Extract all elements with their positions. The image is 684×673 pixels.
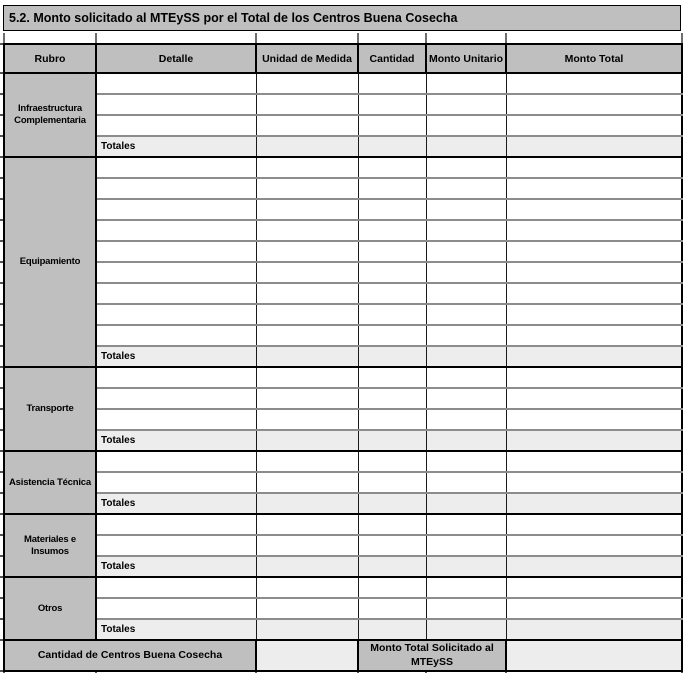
total-amount-cell[interactable] bbox=[506, 220, 682, 241]
total-requested-cell[interactable] bbox=[506, 640, 682, 671]
totals-row bbox=[4, 493, 682, 514]
unit-amount-cell[interactable] bbox=[426, 388, 506, 409]
detail-cell[interactable] bbox=[96, 283, 256, 304]
quantity-cell[interactable] bbox=[358, 472, 426, 493]
totals-row bbox=[4, 556, 682, 577]
unit-of-measure-cell[interactable] bbox=[256, 367, 358, 388]
quantity-cell[interactable] bbox=[358, 451, 426, 472]
quantity-cell[interactable] bbox=[358, 304, 426, 325]
unit-amount-cell[interactable] bbox=[426, 115, 506, 136]
unit-amount-total-cell[interactable] bbox=[426, 556, 506, 577]
detail-cell[interactable] bbox=[96, 241, 256, 262]
total-amount-cell[interactable] bbox=[506, 325, 682, 346]
unit-amount-cell[interactable] bbox=[426, 409, 506, 430]
detail-cell[interactable] bbox=[96, 451, 256, 472]
unit-of-measure-cell[interactable] bbox=[256, 157, 358, 178]
detail-row bbox=[4, 178, 682, 199]
quantity-total-cell[interactable] bbox=[358, 136, 426, 157]
detail-row bbox=[4, 577, 682, 598]
totals-row bbox=[4, 136, 682, 157]
total-amount-cell[interactable] bbox=[506, 283, 682, 304]
unit-of-measure-cell[interactable] bbox=[256, 283, 358, 304]
totals-label: Totales bbox=[96, 346, 256, 367]
quantity-cell[interactable] bbox=[358, 73, 426, 94]
unit-of-measure-cell[interactable] bbox=[256, 73, 358, 94]
column-header-monto-unitario: Monto Unitario bbox=[426, 44, 506, 73]
total-amount-cell[interactable] bbox=[506, 409, 682, 430]
unit-amount-cell[interactable] bbox=[426, 157, 506, 178]
total-amount-cell[interactable] bbox=[506, 199, 682, 220]
left-row-ticks bbox=[0, 43, 3, 672]
detail-row bbox=[4, 325, 682, 346]
detail-row bbox=[4, 367, 682, 388]
unit-amount-cell[interactable] bbox=[426, 451, 506, 472]
detail-cell[interactable] bbox=[96, 94, 256, 115]
unit-of-measure-total-cell[interactable] bbox=[256, 556, 358, 577]
budget-table-header bbox=[4, 44, 682, 73]
detail-row bbox=[4, 262, 682, 283]
quantity-cell[interactable] bbox=[358, 262, 426, 283]
detail-cell[interactable] bbox=[96, 304, 256, 325]
total-amount-cell[interactable] bbox=[506, 157, 682, 178]
total-amount-total-cell[interactable] bbox=[506, 430, 682, 451]
unit-amount-cell[interactable] bbox=[426, 304, 506, 325]
total-amount-cell[interactable] bbox=[506, 241, 682, 262]
quantity-cell[interactable] bbox=[358, 598, 426, 619]
total-amount-cell[interactable] bbox=[506, 367, 682, 388]
total-amount-cell[interactable] bbox=[506, 472, 682, 493]
detail-cell[interactable] bbox=[96, 178, 256, 199]
quantity-cell[interactable] bbox=[358, 199, 426, 220]
total-amount-cell[interactable] bbox=[506, 94, 682, 115]
detail-row bbox=[4, 115, 682, 136]
budget-table bbox=[3, 43, 683, 672]
quantity-cell[interactable] bbox=[358, 157, 426, 178]
total-amount-total-cell[interactable] bbox=[506, 619, 682, 640]
total-amount-cell[interactable] bbox=[506, 73, 682, 94]
total-amount-cell[interactable] bbox=[506, 577, 682, 598]
unit-amount-total-cell[interactable] bbox=[426, 136, 506, 157]
unit-amount-cell[interactable] bbox=[426, 178, 506, 199]
detail-row bbox=[4, 598, 682, 619]
unit-of-measure-total-cell[interactable] bbox=[256, 493, 358, 514]
column-header-detalle: Detalle bbox=[96, 44, 256, 73]
total-amount-cell[interactable] bbox=[506, 598, 682, 619]
detail-row bbox=[4, 220, 682, 241]
unit-of-measure-cell[interactable] bbox=[256, 514, 358, 535]
total-amount-total-cell[interactable] bbox=[506, 493, 682, 514]
detail-cell[interactable] bbox=[96, 535, 256, 556]
centers-count-label: Cantidad de Centros Buena Cosecha bbox=[4, 640, 256, 671]
quantity-cell[interactable] bbox=[358, 388, 426, 409]
unit-amount-cell[interactable] bbox=[426, 472, 506, 493]
unit-amount-cell[interactable] bbox=[426, 367, 506, 388]
unit-amount-total-cell[interactable] bbox=[426, 430, 506, 451]
unit-amount-cell[interactable] bbox=[426, 283, 506, 304]
totals-label: Totales bbox=[96, 430, 256, 451]
detail-cell[interactable] bbox=[96, 514, 256, 535]
detail-cell[interactable] bbox=[96, 262, 256, 283]
unit-amount-cell[interactable] bbox=[426, 577, 506, 598]
column-header-cantidad: Cantidad bbox=[358, 44, 426, 73]
detail-cell[interactable] bbox=[96, 73, 256, 94]
unit-of-measure-cell[interactable] bbox=[256, 325, 358, 346]
top-column-ticks bbox=[3, 31, 681, 43]
total-amount-total-cell[interactable] bbox=[506, 556, 682, 577]
budget-table-footer bbox=[4, 640, 682, 671]
quantity-cell[interactable] bbox=[358, 283, 426, 304]
detail-cell[interactable] bbox=[96, 388, 256, 409]
unit-amount-cell[interactable] bbox=[426, 514, 506, 535]
total-amount-cell[interactable] bbox=[506, 451, 682, 472]
quantity-cell[interactable] bbox=[358, 325, 426, 346]
unit-amount-total-cell[interactable] bbox=[426, 619, 506, 640]
detail-cell[interactable] bbox=[96, 157, 256, 178]
detail-row bbox=[4, 472, 682, 493]
detail-cell[interactable] bbox=[96, 598, 256, 619]
detail-row bbox=[4, 514, 682, 535]
total-amount-total-cell[interactable] bbox=[506, 346, 682, 367]
unit-amount-cell[interactable] bbox=[426, 73, 506, 94]
unit-amount-total-cell[interactable] bbox=[426, 346, 506, 367]
detail-row bbox=[4, 388, 682, 409]
total-amount-cell[interactable] bbox=[506, 535, 682, 556]
detail-cell[interactable] bbox=[96, 115, 256, 136]
detail-row bbox=[4, 451, 682, 472]
quantity-cell[interactable] bbox=[358, 178, 426, 199]
unit-amount-cell[interactable] bbox=[426, 535, 506, 556]
unit-amount-cell[interactable] bbox=[426, 241, 506, 262]
unit-amount-cell[interactable] bbox=[426, 325, 506, 346]
total-amount-cell[interactable] bbox=[506, 514, 682, 535]
unit-of-measure-cell[interactable] bbox=[256, 241, 358, 262]
total-amount-cell[interactable] bbox=[506, 388, 682, 409]
unit-of-measure-cell[interactable] bbox=[256, 535, 358, 556]
quantity-cell[interactable] bbox=[358, 220, 426, 241]
totals-label: Totales bbox=[96, 493, 256, 514]
header-row bbox=[4, 44, 682, 73]
form-page bbox=[3, 5, 681, 673]
section-title: 5.2. Monto solicitado al MTEySS por el Total de los Centros Buena Cosecha bbox=[3, 5, 681, 31]
totals-label: Totales bbox=[96, 619, 256, 640]
totals-row bbox=[4, 619, 682, 640]
unit-amount-cell[interactable] bbox=[426, 262, 506, 283]
unit-amount-total-cell[interactable] bbox=[426, 493, 506, 514]
quantity-cell[interactable] bbox=[358, 535, 426, 556]
quantity-cell[interactable] bbox=[358, 94, 426, 115]
column-header-monto-total: Monto Total bbox=[506, 44, 682, 73]
total-requested-label: Monto Total Solicitado al MTEySS bbox=[358, 640, 506, 671]
unit-of-measure-total-cell[interactable] bbox=[256, 619, 358, 640]
rubro-cell: Materiales e Insumos bbox=[4, 514, 96, 577]
unit-of-measure-cell[interactable] bbox=[256, 304, 358, 325]
rubro-cell: Infraestructura Complementaria bbox=[4, 73, 96, 157]
unit-of-measure-cell[interactable] bbox=[256, 598, 358, 619]
detail-row bbox=[4, 535, 682, 556]
detail-cell[interactable] bbox=[96, 472, 256, 493]
unit-amount-cell[interactable] bbox=[426, 94, 506, 115]
unit-amount-cell[interactable] bbox=[426, 220, 506, 241]
quantity-total-cell[interactable] bbox=[358, 493, 426, 514]
quantity-total-cell[interactable] bbox=[358, 430, 426, 451]
totals-row bbox=[4, 430, 682, 451]
totals-label: Totales bbox=[96, 556, 256, 577]
quantity-total-cell[interactable] bbox=[358, 619, 426, 640]
unit-amount-cell[interactable] bbox=[426, 199, 506, 220]
quantity-total-cell[interactable] bbox=[358, 346, 426, 367]
detail-cell[interactable] bbox=[96, 220, 256, 241]
quantity-cell[interactable] bbox=[358, 241, 426, 262]
detail-cell[interactable] bbox=[96, 409, 256, 430]
detail-row bbox=[4, 241, 682, 262]
column-header-unidad-medida: Unidad de Medida bbox=[256, 44, 358, 73]
detail-row bbox=[4, 199, 682, 220]
detail-row bbox=[4, 73, 682, 94]
unit-of-measure-cell[interactable] bbox=[256, 388, 358, 409]
totals-label: Totales bbox=[96, 136, 256, 157]
column-header-rubro: Rubro bbox=[4, 44, 96, 73]
unit-of-measure-total-cell[interactable] bbox=[256, 346, 358, 367]
detail-row bbox=[4, 94, 682, 115]
unit-of-measure-cell[interactable] bbox=[256, 409, 358, 430]
quantity-cell[interactable] bbox=[358, 409, 426, 430]
detail-row bbox=[4, 157, 682, 178]
rubro-cell: Transporte bbox=[4, 367, 96, 451]
unit-of-measure-total-cell[interactable] bbox=[256, 430, 358, 451]
unit-amount-cell[interactable] bbox=[426, 598, 506, 619]
quantity-cell[interactable] bbox=[358, 367, 426, 388]
detail-cell[interactable] bbox=[96, 325, 256, 346]
detail-cell[interactable] bbox=[96, 577, 256, 598]
unit-of-measure-cell[interactable] bbox=[256, 262, 358, 283]
total-amount-cell[interactable] bbox=[506, 304, 682, 325]
summary-row bbox=[4, 640, 682, 671]
rubro-cell: Equipamiento bbox=[4, 157, 96, 367]
rubro-cell: Otros bbox=[4, 577, 96, 640]
unit-of-measure-cell[interactable] bbox=[256, 199, 358, 220]
rubro-cell: Asistencia Técnica bbox=[4, 451, 96, 514]
unit-of-measure-cell[interactable] bbox=[256, 115, 358, 136]
unit-of-measure-cell[interactable] bbox=[256, 472, 358, 493]
totals-row bbox=[4, 346, 682, 367]
budget-table-body bbox=[4, 73, 682, 640]
total-amount-cell[interactable] bbox=[506, 115, 682, 136]
detail-row bbox=[4, 409, 682, 430]
unit-of-measure-cell[interactable] bbox=[256, 178, 358, 199]
unit-of-measure-total-cell[interactable] bbox=[256, 136, 358, 157]
detail-cell[interactable] bbox=[96, 367, 256, 388]
quantity-cell[interactable] bbox=[358, 577, 426, 598]
quantity-cell[interactable] bbox=[358, 514, 426, 535]
unit-of-measure-cell[interactable] bbox=[256, 94, 358, 115]
unit-of-measure-cell[interactable] bbox=[256, 577, 358, 598]
total-amount-total-cell[interactable] bbox=[506, 136, 682, 157]
detail-row bbox=[4, 304, 682, 325]
detail-cell[interactable] bbox=[96, 199, 256, 220]
total-amount-cell[interactable] bbox=[506, 178, 682, 199]
unit-of-measure-cell[interactable] bbox=[256, 220, 358, 241]
detail-row bbox=[4, 283, 682, 304]
quantity-total-cell[interactable] bbox=[358, 556, 426, 577]
unit-of-measure-cell[interactable] bbox=[256, 451, 358, 472]
quantity-cell[interactable] bbox=[358, 115, 426, 136]
centers-count-cell[interactable] bbox=[256, 640, 358, 671]
total-amount-cell[interactable] bbox=[506, 262, 682, 283]
